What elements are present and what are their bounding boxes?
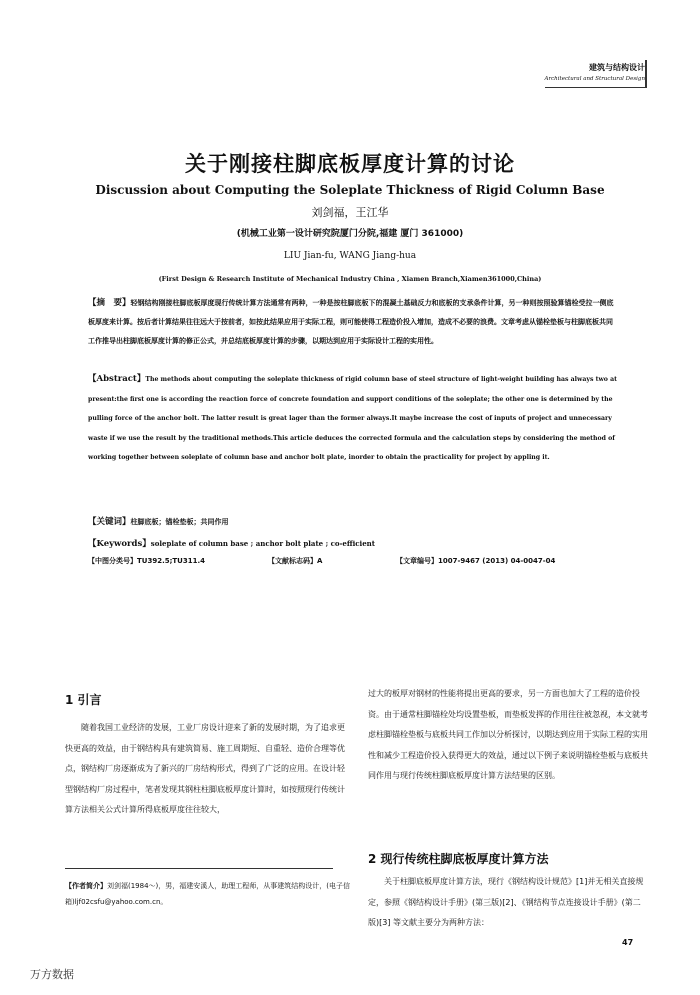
header-rule xyxy=(545,87,645,88)
affiliation-cn: (机械工业第一设计研究院厦门分院,福建 厦门 361000) xyxy=(236,229,464,239)
journal-header-cn: 建筑与结构设计 xyxy=(589,63,645,72)
header-vertical-bar xyxy=(645,60,647,88)
authors-en: LIU Jian-fu, WANG Jiang-hua xyxy=(283,251,417,261)
title-cn: 关于刚接柱脚底板厚度计算的讨论 xyxy=(185,152,515,176)
abstract-cn-text: 轻钢结构刚接柱脚底板厚度现行传统计算方法通常有两种，一种是按柱脚底板下的混凝土基础反力和底板的支承条件计算，另一种则按照验算锚栓受拉一侧底板厚度来计算。按后者计算结果往往远大于按前者，如按此结果应用于实际工程，则可能使得工程造价投入增加，造成不必要的浪费。文章考虑从锚栓垫板与柱脚底板共同工作推导出柱脚底板厚度计算的修正公式，并总结底板厚度计算的步骤，以期达到应用于实际设计工程的实用性。 xyxy=(88,299,614,345)
keywords-cn xyxy=(88,513,618,532)
right-column-continuation xyxy=(368,684,648,787)
authors-cn: 刘剑福，王江华 xyxy=(311,206,389,219)
page-number: 47 xyxy=(622,938,634,947)
author-footnote xyxy=(65,878,350,910)
footnote-text: 刘剑福(1984～)，男，福建安溪人，助理工程师，从事建筑结构设计，(电子信箱)ljf02csfu@yahoo.com.cn。 xyxy=(65,882,351,906)
section-2-heading: 2 现行传统柱脚底板厚度计算方法 xyxy=(368,852,549,866)
clc-code: 【中图分类号】TU392.5;TU311.4 xyxy=(88,557,206,565)
abstract-cn-label: 【摘 要】 xyxy=(88,298,131,308)
keywords-en xyxy=(88,534,618,554)
section-1-paragraph: 随着我国工业经济的发展，工业厂房设计迎来了新的发展时期，为了追求更快更高的效益，由于钢结构具有建筑简易、施工周期短、自重轻、造价合理等优点，钢结构厂房逐渐成为了新兴的厂房结构形式，得到了广泛的应用。在设计轻型钢结构厂房过程中，笔者发现其钢柱柱脚底板厚度计算时，如按照现行传统计算方法相关公式计算所得底板厚度往往较大， xyxy=(65,723,345,814)
section-2-body xyxy=(368,872,648,934)
watermark: 万方数据 xyxy=(30,968,74,981)
abstract-en xyxy=(88,370,618,468)
keywords-cn-label: 【关键词】 xyxy=(88,517,131,527)
continuation-paragraph: 过大的板厚对钢材的性能将提出更高的要求，另一方面也加大了工程的造价投资。由于通常柱脚锚栓处均设置垫板，而垫板发挥的作用往往被忽视，本文就考虑柱脚锚栓垫板与底板共同工作加以分析探讨，以期达到应用于实际工程的实用性和减少工程造价投入获得更大的效益，通过以下例子来说明锚栓垫板与底板共同作用与现行传统柱脚底板厚度计算方法结果的区别。 xyxy=(368,689,648,780)
section-1-heading: 1 引言 xyxy=(65,693,102,707)
footnote-rule xyxy=(65,868,333,869)
keywords-en-label: 【Keywords】 xyxy=(88,539,151,549)
section-1-body xyxy=(65,718,350,821)
footnote-label: 【作者简介】 xyxy=(65,882,107,890)
abstract-cn xyxy=(88,294,618,351)
section-2-paragraph: 关于柱脚底板厚度计算方法，现行《钢结构设计规范》[1]并无相关直接规定，参照《钢结构设计手册》(第三版)[2]、《钢结构节点连接设计手册》(第二版)[3] 等文献主要分为两种方法： xyxy=(368,877,644,927)
abstract-en-text: The methods about computing the soleplate thickness of rigid column base of steel structure of light-weight building has always two at present:the first one is according the reaction force of concrete foundation and support conditions of the soleplate; the other one is determined by the pulling force of the anchor bolt. The latter result is great lager than the former always.It maybe increase the cost of inputs of project and unnecessary waste if we use the result by the traditional methods.This article deduces the corrected formula and the calculation steps by considering the method of working together between soleplate of column base and anchor bolt plate, inorder to obtain the practicality for project by appling it. xyxy=(88,376,617,461)
keywords-cn-text: 柱脚底板；锚栓垫板；共同作用 xyxy=(130,518,229,526)
doc-code: 【文献标志码】A xyxy=(268,557,323,565)
abstract-en-label: 【Abstract】 xyxy=(88,374,146,384)
keywords-en-text: soleplate of column base ; anchor bolt plate ; co-efficient xyxy=(150,539,375,548)
journal-header-en: Architectural and Structural Design xyxy=(544,76,645,82)
affiliation-en: (First Design & Research Institute of Mechanical Industry China , Xiamen Branch,Xiamen361000,China) xyxy=(158,275,542,283)
title-en: Discussion about Computing the Soleplate Thickness of Rigid Column Base xyxy=(95,183,605,197)
article-number: 【文章编号】1007-9467 (2013) 04-0047-04 xyxy=(396,557,556,565)
